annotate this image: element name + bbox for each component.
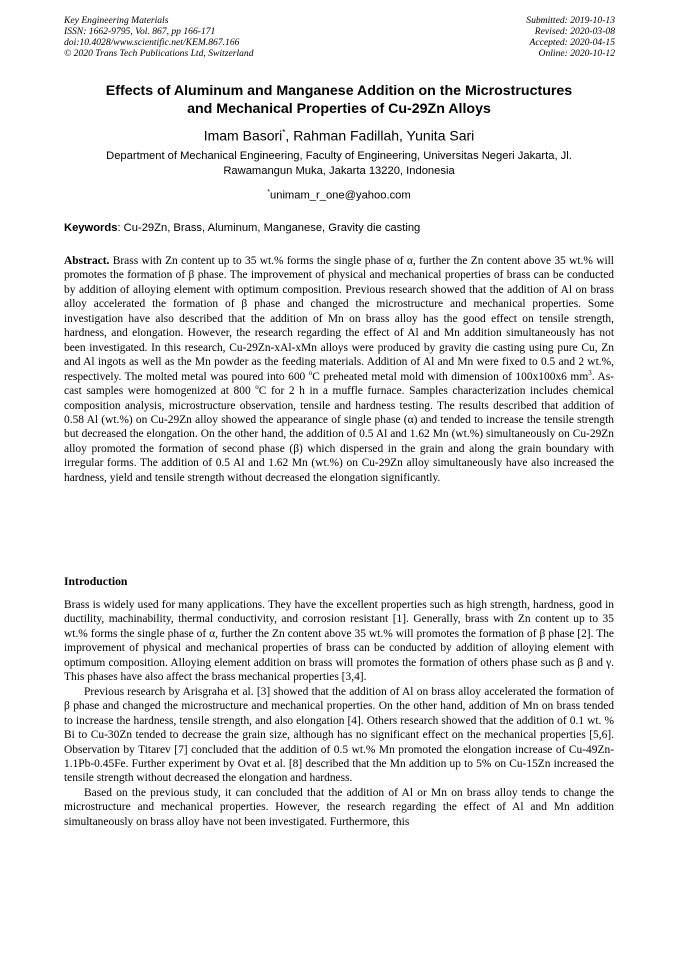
email-mark: * xyxy=(267,189,270,196)
intro-paragraph-2: Previous research by Arisgraha et al. [3] showed that the addition of Al on brass alloy accelerated the formation of β phase and changed the microstructure and mechanical properties. On the other hand, addition of Mn on brass tended to increase the hardness, tensile strength, and also elongation [4]. Others research showed that the addition of 0.1 wt. % Bi to Cu-30Zn tended to decrease the grain size, although has no significant effect on the mechanical properties [5,6]. Observation by Titarev [7] concluded that the addition of 0.5 wt.% Mn promoted the elongation increase of Cu-49Zn-1.1Pb-0.45Fe. Further experiment by Ovat et al. [8] described that the Mn addition up to 5% on Cu-15Zn increased the tensile strength without decreased the elongation and hardness. xyxy=(64,685,614,785)
affiliation-line-2: Rawamangun Muka, Jakarta 13220, Indonesia xyxy=(223,165,455,177)
email-address[interactable]: unimam_r_one@yahoo.com xyxy=(270,189,411,202)
introduction-body xyxy=(64,598,614,829)
keywords-text: : Cu-29Zn, Brass, Aluminum, Manganese, Gravity die casting xyxy=(117,222,421,234)
title-line-1: Effects of Aluminum and Manganese Addition on the Microstructures xyxy=(105,83,573,99)
online-date: Online: 2020-10-12 xyxy=(538,48,615,59)
accepted-date: Accepted: 2020-04-15 xyxy=(529,37,615,48)
abstract xyxy=(64,254,614,485)
author-1: Imam Basori xyxy=(203,127,283,144)
intro-paragraph-1: Brass is widely used for many applications. They have the excellent properties such as high strength, hardness, good in ductility, machinability, thermal conductivity, and corrosion resistant [1]. Generally, brass with Zn content up to 35 wt.% forms the single phase of α, further the Zn content above 35 wt.% will promotes the formation of β phase [2]. The improvement of physical and mechanical properties of brass can be conducted by addition of alloying element with optimum composition. Alloying element addition on brass will promotes the formation of others phase such as β and γ. This phases have also affect the brass mechanical properties [3,4]. xyxy=(64,599,614,684)
journal-copyright: © 2020 Trans Tech Publications Ltd, Switzerland xyxy=(64,48,254,59)
abstract-text-1: Brass with Zn content up to 35 wt.% forms the single phase of α, further the Zn content above 35 wt.% will promotes the formation of β phase. The improvement of physical and mechanical properties of brass can be conducted by addition of alloying element with optimum composition. Previous research showed that the addition of Al on brass alloy accelerated the formation of β phase and changed the microstructure and mechanical properties. Some investigation have also described that the addition of Mn on brass alloy has the good effect on tensile strength, hardness, and elongation. However, the research regarding the effect of Al and Mn addition simultaneously has not been investigated. In this research, Cu-29Zn-xAl-xMn alloys were produced by gravity die casting using pure Cu, Zn and Al ingots as well as the Mn powder as the feeding materials. Addition of Al and Mn were fixed to 0.5 and 2 wt.%, respectively. The molted metal was poured into 600 xyxy=(64,255,614,383)
degree-mark-1: o xyxy=(308,368,313,377)
corresponding-mark: * xyxy=(282,128,286,137)
paper-title xyxy=(60,82,618,118)
journal-name: Key Engineering Materials xyxy=(64,15,169,26)
journal-issn: ISSN: 1662-9795, Vol. 867, pp 166-171 xyxy=(64,26,216,37)
submitted-date: Submitted: 2019-10-13 xyxy=(526,15,615,26)
contact-email xyxy=(60,186,618,203)
cube-mark: 3 xyxy=(588,368,592,377)
introduction-heading: Introduction xyxy=(64,575,128,588)
other-authors: , Rahman Fadillah, Yunita Sari xyxy=(285,127,475,144)
journal-doi: doi:10.4028/www.scientific.net/KEM.867.166 xyxy=(64,37,240,48)
affiliation-line-1: Department of Mechanical Engineering, Faculty of Engineering, Universitas Negeri Jakarta, Jl. xyxy=(106,150,572,162)
intro-paragraph-3: Based on the previous study, it can concluded that the addition of Al or Mn on brass alloy tends to change the microstructure and mechanical properties. However, the research regarding the effect of Al and Mn addition simultaneously on brass alloy have not been investigated. Furthermore, this xyxy=(64,786,614,828)
journal-header-left xyxy=(64,15,254,59)
author-list xyxy=(60,124,618,145)
abstract-text-3: . As-cast samples were homogenized at 800 xyxy=(64,370,614,398)
revised-date: Revised: 2020-03-08 xyxy=(534,26,615,37)
abstract-text-2: C preheated metal mold with dimension of 100x100x6 mm xyxy=(312,370,589,383)
journal-header-right xyxy=(526,15,615,59)
keywords-label: Keywords xyxy=(64,222,118,234)
title-line-2: and Mechanical Properties of Cu-29Zn Alloys xyxy=(187,101,491,117)
degree-mark-2: o xyxy=(255,383,259,392)
keywords xyxy=(64,221,616,235)
abstract-label: Abstract. xyxy=(64,255,110,267)
affiliation xyxy=(70,149,608,179)
abstract-text-4: C for 2 h in a muffle furnace. Samples characterization includes chemical composition analysis, microstructure observation, tensile and hardness testing. The results described that addition of 0.58 Al (wt.%) on Cu-29Zn alloy showed the appearance of single phase (α) and tended to increase the tensile strength but decreased the elongation. On the other hand, the addition of 0.5 Al and 1.62 Mn (wt.%) simultaneously on Cu-29Zn alloy promoted the formation of second phase (β) which dispersed in the grain and along the grain boundary with irregular forms. The addition of 0.5 Al and 1.62 Mn (wt.%) on Cu-29Zn alloy simultaneously have also increased the hardness, yield and tensile strength without decreased the elongation significantly. xyxy=(64,385,614,484)
